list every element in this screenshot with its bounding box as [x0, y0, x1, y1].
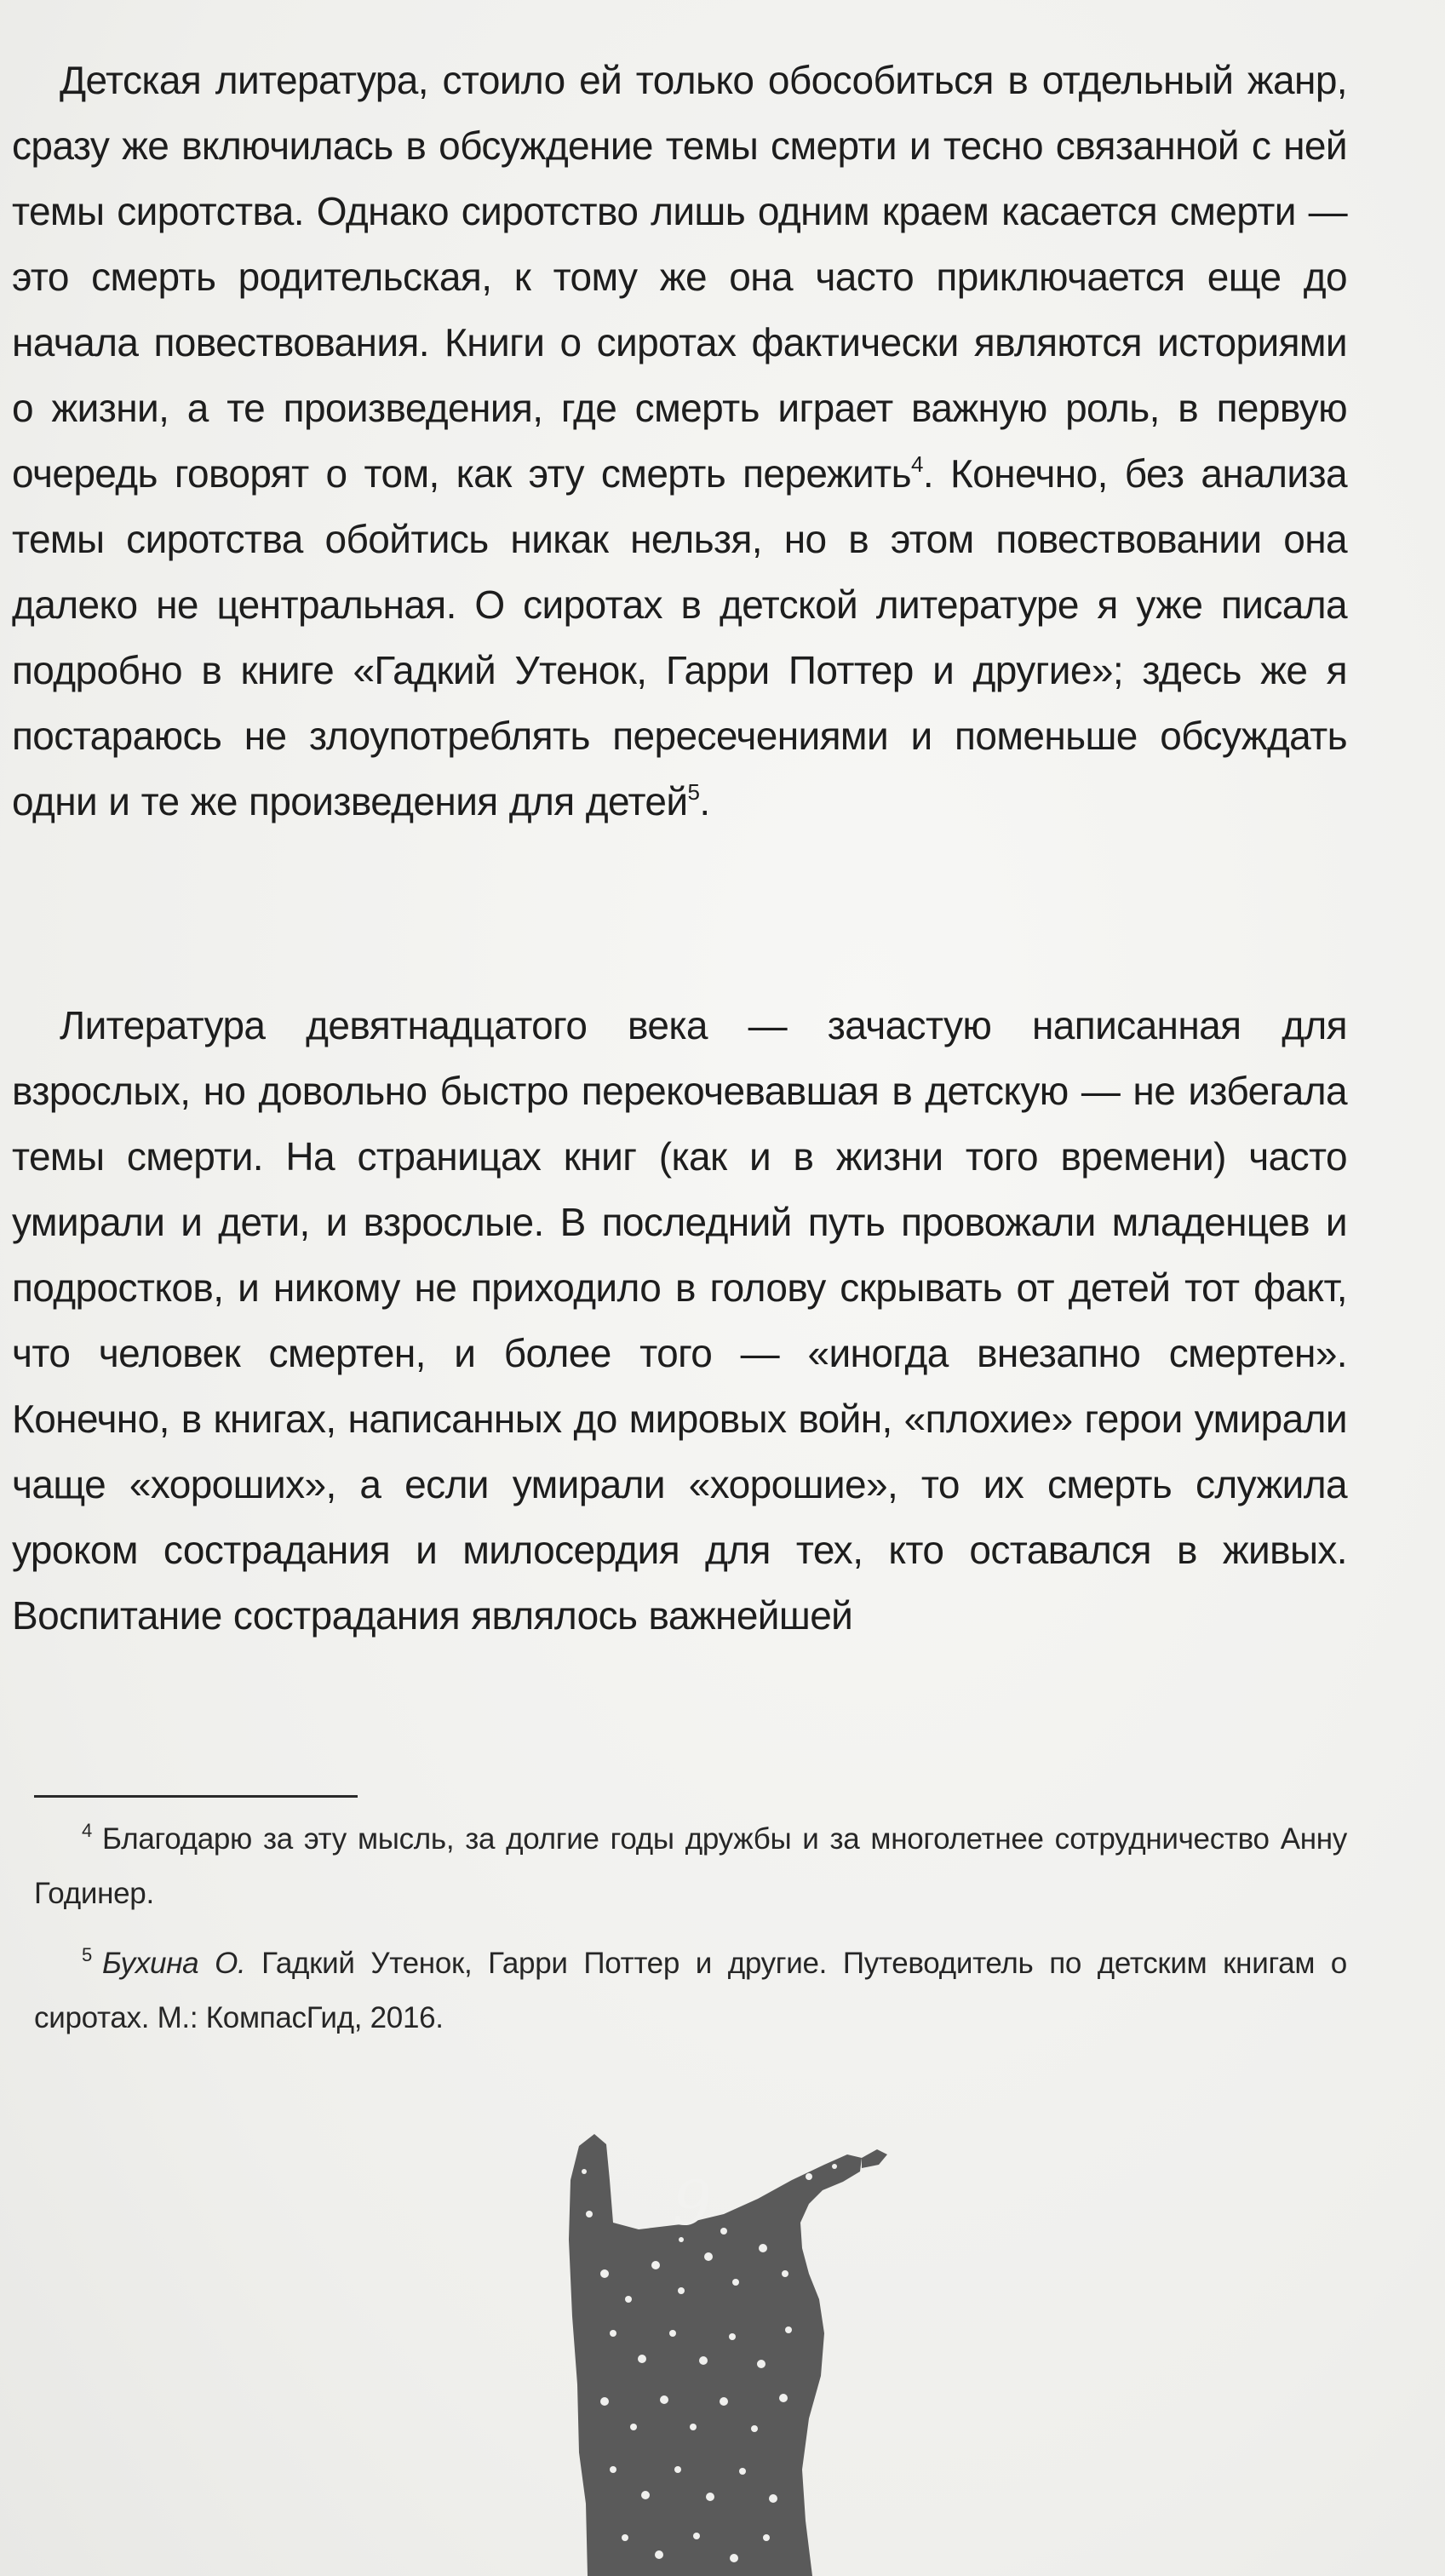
footnotes: [34, 1812, 1347, 2061]
footnote-5: [34, 1936, 1347, 2045]
footnote-author: Бухина О.: [101, 1947, 246, 1980]
footnote-text: Гадкий Утенок, Гарри Поттер и другие. Путеводитель по детским книгам о сиротах. М.: КомпасГид, 2016.: [34, 1947, 1347, 2034]
footnote-text: Благодарю за эту мысль, за долгие годы дружбы и за многолетнее сотрудничество Анну Годинер.: [34, 1822, 1347, 1910]
footnote-4: [34, 1812, 1347, 1921]
paragraph-1-text-b: . Конечно, без анализа темы сиротства обойтись никак нельзя, но в этом повествовании она далеко не центральная. О сиротах в детской литературе я уже писала подробно в книге «Гадкий Утенок, Гарри Поттер и другие»; здесь же я постараюсь не злоупотреблять пересечениями и поменьше обсуждать одни и те же произведения для детей: [12, 451, 1347, 823]
creature-body: [569, 2134, 862, 2576]
paragraph-1-text-c: .: [699, 779, 710, 823]
paragraph-1-text-a: Детская литература, стоило ей только обособиться в отдельный жанр, сразу же включилась в обсуждение темы смерти и тесно связанной с ней темы сиротства. Однако сиротство лишь одним краем касается смерти — это смерть родительская, к тому же она часто приключается еще до начала повествования. Книги о сиротах фактически являются историями о жизни, а те произведения, где смерть играет важную роль, в первую очередь говорят о том, как эту смерть пережить: [12, 58, 1347, 496]
creature-snout: [862, 2149, 887, 2168]
footnote-number: 5: [82, 1944, 92, 1965]
paragraph-1: [12, 48, 1347, 835]
footnote-number: 4: [82, 1820, 92, 1841]
paragraph-2-text: Литература девятнадцатого века — зачастую написанная для взрослых, но довольно быстро перекочевавшая в детскую — не избегала темы смерти. На страницах книг (как и в жизни того времени) часто умирали и дети, и взрослые. В последний путь провожали младенцев и подростков, и никому не приходило в голову скрывать от детей тот факт, что человек смертен, и более того — «иногда внезапно смертен». Конечно, в книгах, написанных до мировых войн, «плохие» герои умирали чаще «хороших», а если умирали «хорошие», то их смерть служила уроком сострадания и милосердия для тех, кто оставался в живых. Воспитание сострадания являлось важнейшей: [12, 1003, 1347, 1638]
footnote-divider: [34, 1795, 358, 1798]
footnote-ref-4[interactable]: 4: [910, 451, 923, 477]
page-number: 9: [673, 2167, 712, 2239]
paragraph-2: [12, 993, 1347, 1649]
creature-illustration: [553, 2129, 911, 2576]
footnote-ref-5[interactable]: 5: [687, 779, 700, 805]
